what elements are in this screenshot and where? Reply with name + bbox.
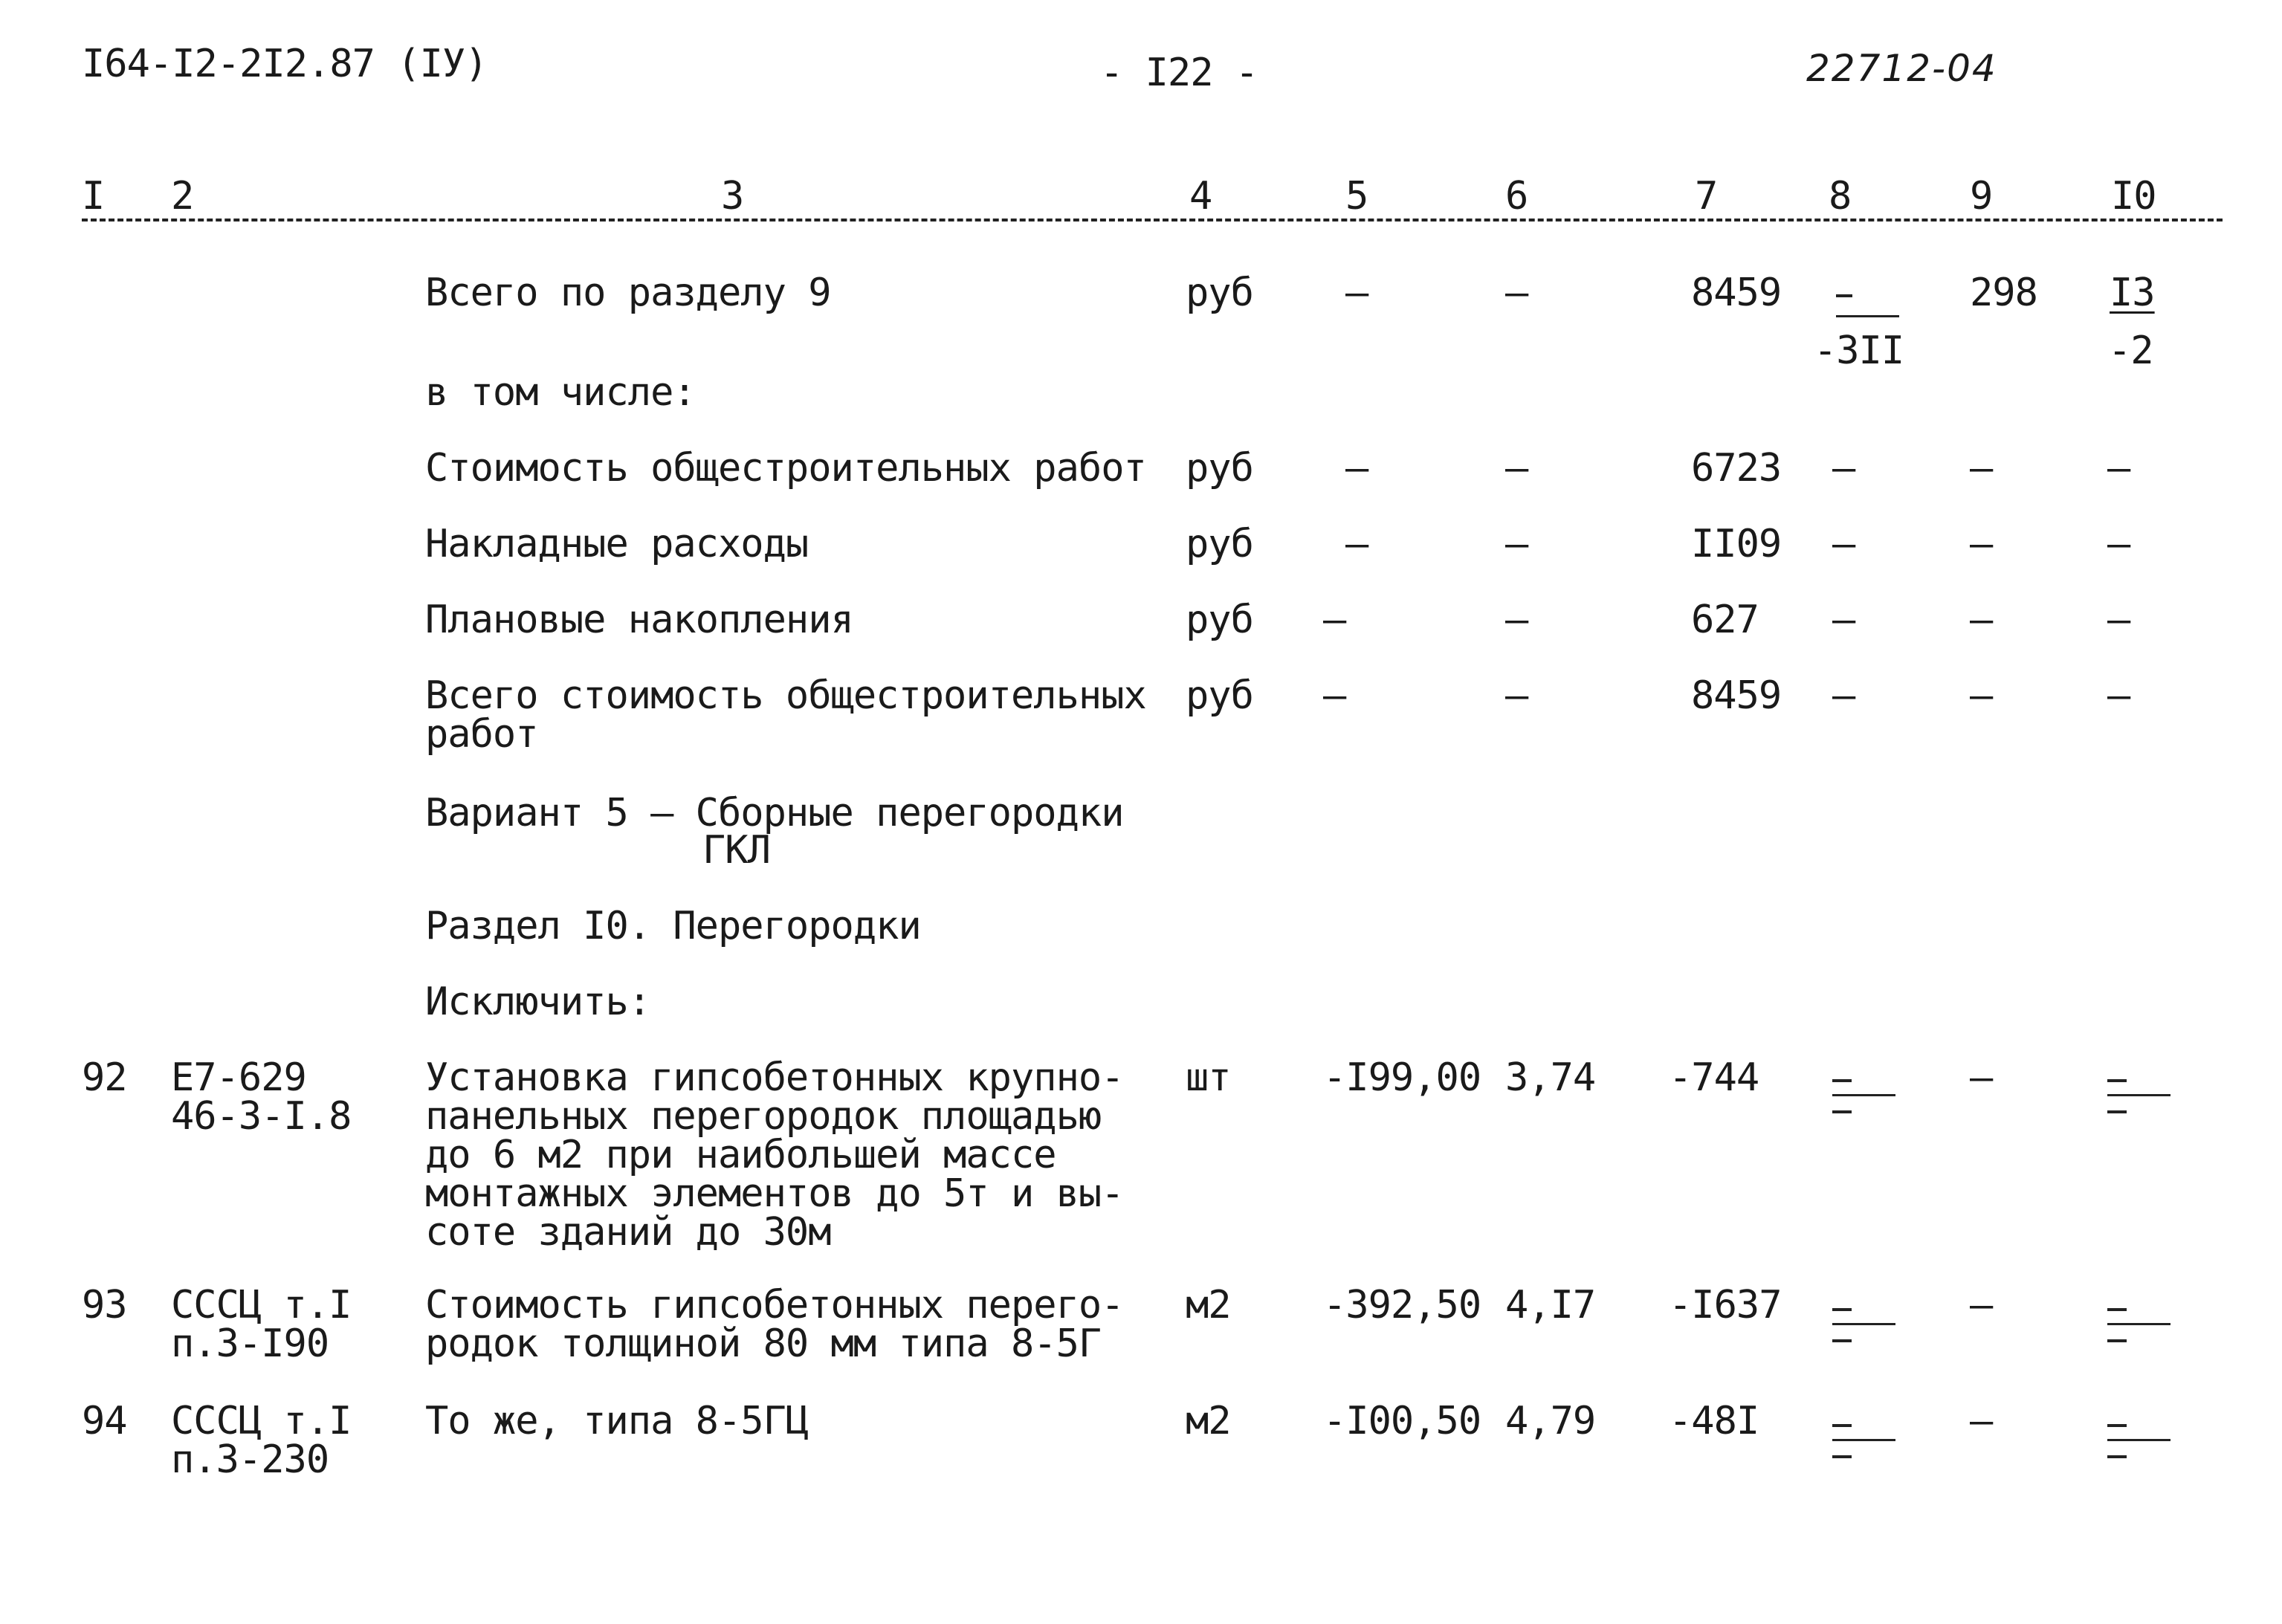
fraction-bar bbox=[1836, 315, 1899, 317]
row-number: 94 bbox=[82, 1399, 127, 1443]
row-col7: 6723 bbox=[1691, 446, 1782, 491]
row-col8: – bbox=[1832, 598, 1855, 642]
col-header-1: I bbox=[82, 174, 105, 219]
row-code-line2: п.3-I90 bbox=[171, 1321, 329, 1366]
row-col6: 4,I7 bbox=[1505, 1283, 1596, 1327]
row-code-line2: 46-3-I.8 bbox=[171, 1094, 352, 1139]
row-col5: -392,50 bbox=[1323, 1283, 1481, 1327]
col-header-4: 4 bbox=[1189, 174, 1212, 219]
row-unit: руб bbox=[1186, 522, 1253, 566]
row-col6: – bbox=[1505, 446, 1528, 491]
row-desc: Всего по разделу 9 bbox=[425, 271, 831, 315]
row-col10: – bbox=[2107, 598, 2130, 642]
section-heading: Раздел I0. Перегородки bbox=[425, 904, 921, 948]
row-col8: -3II bbox=[1814, 329, 1904, 373]
doc-code: I64-I2-2I2.87 (IУ) bbox=[82, 42, 488, 86]
col-header-3: 3 bbox=[721, 174, 744, 219]
archive-number: 22712-04 bbox=[1806, 47, 1997, 90]
fraction-numerator-dash bbox=[1836, 294, 1852, 297]
header-underline bbox=[82, 219, 2223, 221]
row-col7: -744 bbox=[1669, 1055, 1759, 1100]
row-desc-line2: панельных перегородок площадью bbox=[425, 1094, 1102, 1139]
row-code-line1: СССЦ т.I bbox=[171, 1283, 352, 1327]
col-header-5: 5 bbox=[1345, 174, 1368, 219]
row-col7: -I637 bbox=[1669, 1283, 1782, 1327]
row-unit: м2 bbox=[1186, 1283, 1231, 1327]
row-desc: Плановые накопления bbox=[425, 598, 853, 642]
col-header-7: 7 bbox=[1695, 174, 1718, 219]
row-col9: – bbox=[1970, 1399, 1993, 1443]
row-col5: – bbox=[1323, 598, 1346, 642]
row-col7: 627 bbox=[1691, 598, 1759, 642]
row-col6: 4,79 bbox=[1505, 1399, 1596, 1443]
row-col9: – bbox=[1970, 1055, 1993, 1100]
row-col9: – bbox=[1970, 1283, 1993, 1327]
variant-heading-line2: ГКЛ bbox=[702, 828, 770, 873]
row-col6: – bbox=[1505, 598, 1528, 642]
row-col7: 8459 bbox=[1691, 271, 1782, 315]
row-col5: -I00,50 bbox=[1323, 1399, 1481, 1443]
row-desc-line1: Установка гипсобетонных крупно- bbox=[425, 1055, 1124, 1100]
row-col8: – bbox=[1832, 522, 1855, 566]
row-desc-line1: Всего стоимость общестроительных bbox=[425, 673, 1146, 718]
row-col7: 8459 bbox=[1691, 673, 1782, 718]
row-desc: Стоимость общестроительных работ bbox=[425, 446, 1146, 491]
row-unit: шт bbox=[1186, 1055, 1231, 1100]
row-unit: руб bbox=[1186, 446, 1253, 491]
row-col5: – bbox=[1345, 446, 1368, 491]
row-col10: I3 bbox=[2110, 271, 2155, 315]
row-col9: – bbox=[1970, 598, 1993, 642]
row-desc-line1: То же, типа 8-5ГЦ bbox=[425, 1399, 809, 1443]
row-unit: руб bbox=[1186, 598, 1253, 642]
row-col5: – bbox=[1345, 271, 1368, 315]
row-number: 93 bbox=[82, 1283, 127, 1327]
row-code-line2: п.3-230 bbox=[171, 1437, 329, 1482]
row-desc-line3: до 6 м2 при наибольшей массе bbox=[425, 1133, 1056, 1177]
col-header-8: 8 bbox=[1829, 174, 1852, 219]
variant-heading-line1: Вариант 5 – Сборные перегородки bbox=[425, 791, 1124, 835]
row-desc-line5: соте зданий до 30м bbox=[425, 1210, 831, 1255]
col-header-6: 6 bbox=[1505, 174, 1528, 219]
row-number: 92 bbox=[82, 1055, 127, 1100]
row-unit: руб bbox=[1186, 271, 1253, 315]
row-col8: – bbox=[1832, 446, 1855, 491]
col-header-10: I0 bbox=[2111, 174, 2156, 219]
row-desc-line2: родок толщиной 80 мм типа 8-5Г bbox=[425, 1321, 1102, 1366]
row-desc-line4: монтажных элементов до 5т и вы- bbox=[425, 1171, 1124, 1216]
row-col6: – bbox=[1505, 522, 1528, 566]
row-unit: руб bbox=[1186, 673, 1253, 718]
row-col10: – bbox=[2107, 522, 2130, 566]
row-col9: – bbox=[1970, 673, 1993, 718]
row-col10: – bbox=[2107, 446, 2130, 491]
row-code-line1: СССЦ т.I bbox=[171, 1399, 352, 1443]
row-unit: м2 bbox=[1186, 1399, 1231, 1443]
row-col10-denominator: -2 bbox=[2108, 329, 2153, 373]
row-col8: – bbox=[1832, 673, 1855, 718]
row-col7: II09 bbox=[1691, 522, 1782, 566]
row-desc: Накладные расходы bbox=[425, 522, 809, 566]
row-col6: 3,74 bbox=[1505, 1055, 1596, 1100]
col-header-9: 9 bbox=[1970, 174, 1993, 219]
row-desc-line1: Стоимость гипсобетонных перего- bbox=[425, 1283, 1124, 1327]
row-col9: 298 bbox=[1970, 271, 2037, 315]
row-code-line1: Е7-629 bbox=[171, 1055, 306, 1100]
row-col9: – bbox=[1970, 446, 1993, 491]
row-col9: – bbox=[1970, 522, 1993, 566]
row-col5: – bbox=[1323, 673, 1346, 718]
col-header-2: 2 bbox=[171, 174, 194, 219]
subheading-including: в том числе: bbox=[425, 370, 696, 415]
row-col10: – bbox=[2107, 673, 2130, 718]
row-col7: -48I bbox=[1669, 1399, 1759, 1443]
exclude-heading: Исключить: bbox=[425, 980, 651, 1024]
row-desc-line2: работ bbox=[425, 712, 538, 757]
page-number: - I22 - bbox=[1100, 51, 1258, 95]
row-col5: – bbox=[1345, 522, 1368, 566]
row-col6: – bbox=[1505, 673, 1528, 718]
row-col5: -I99,00 bbox=[1323, 1055, 1481, 1100]
row-col6: – bbox=[1505, 271, 1528, 315]
